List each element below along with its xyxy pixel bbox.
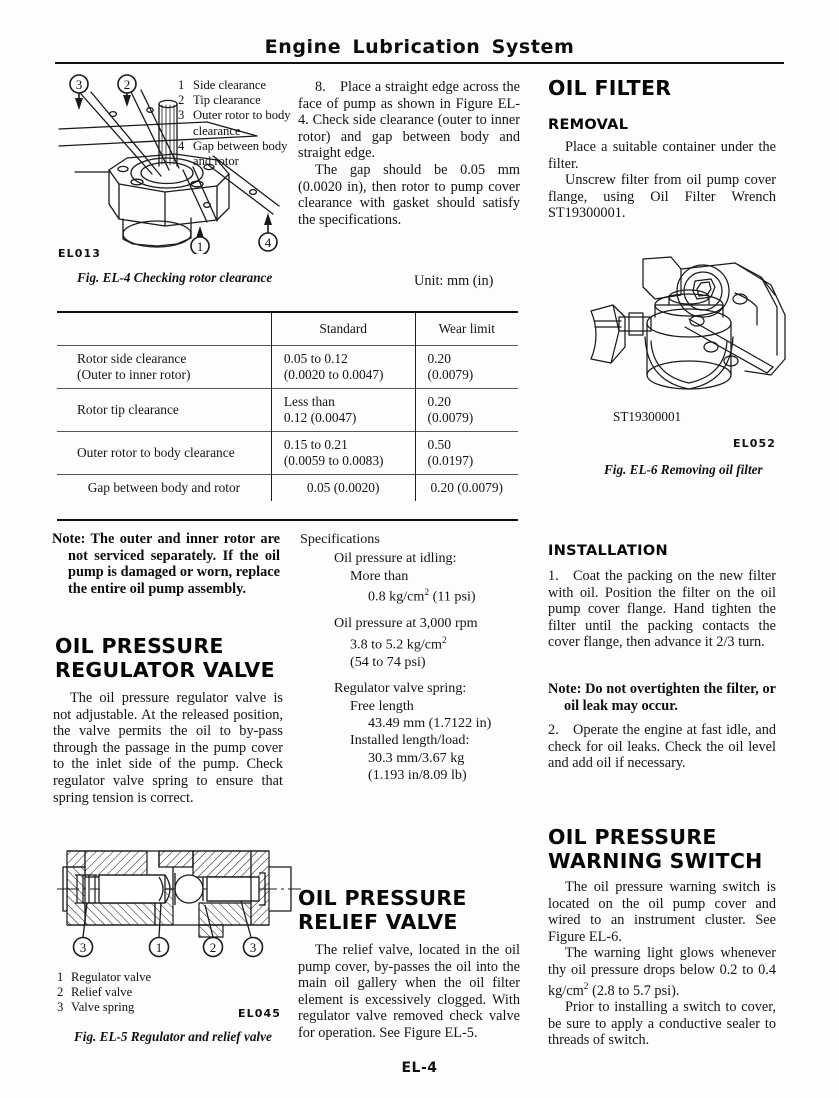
- note-do-not-overtighten: [548, 681, 776, 714]
- legend-item: [57, 1000, 257, 1015]
- row-label: [57, 346, 271, 389]
- row-wear-line1: 0.20: [427, 394, 451, 409]
- svg-text:3: 3: [249, 940, 257, 955]
- legend-number: 1: [178, 78, 185, 92]
- removal-paragraph-2: Unscrew filter from oil pump cover flange, using Oil Filter Wrench ST19300001.: [548, 172, 776, 222]
- legend-item: [57, 970, 257, 985]
- legend-number: 2: [178, 93, 185, 108]
- row-label-line1: Rotor side clearance: [77, 351, 187, 366]
- spec-item: Regulator valve spring:: [334, 680, 467, 697]
- row-wear: 0.20 (0.0079): [415, 475, 518, 502]
- installation-step-2: 2. Operate the engine at fast idle, and check for oil leaks. Check the oil level and add oil if necessary.: [548, 722, 776, 772]
- svg-text:1: 1: [196, 239, 204, 254]
- specifications-title: Specifications: [300, 531, 380, 547]
- spec-item: More than: [350, 567, 409, 584]
- regulator-paragraph: The oil pressure regulator valve is not adjustable. At the released position, the valve permits the oil to by-pass through the passage in the pump cover to the inlet side of the pump. Check regulator valve spring to ensure that spring tension is correct.: [53, 690, 283, 806]
- figure-el4-code: EL013: [58, 247, 101, 260]
- figure-el5-regulator-relief-valve: [55, 833, 303, 961]
- warning-switch-text: [548, 879, 776, 1049]
- figure-el5-caption: Fig. EL-5 Regulator and relief valve: [74, 1029, 272, 1044]
- figure-el4-legend: [178, 78, 298, 169]
- page-header: [55, 36, 784, 64]
- table-row: [57, 389, 518, 432]
- table-header-standard: Standard: [271, 313, 415, 346]
- row-standard-line2: 0.12 (0.0047): [283, 410, 357, 425]
- legend-number: 4: [178, 138, 185, 153]
- spec-item: 0.8 $kg/cm^2$ (11 psi): [368, 588, 476, 605]
- regulator-valve-text: [53, 690, 283, 806]
- table-row: [57, 475, 518, 502]
- note-text: Note: The outer and inner rotor are not serviced separately. If the oil pump is damaged or worn, replace the entire oil pump assembly.: [52, 531, 280, 597]
- legend-item: [178, 108, 298, 138]
- row-label-line1: Outer rotor to body clearance: [77, 445, 235, 460]
- row-standard-line1: 0.15 to 0.21: [283, 437, 348, 452]
- heading-line1: OIL PRESSURE: [548, 825, 717, 849]
- spec-item: 30.3 mm/3.67 kg: [368, 749, 465, 766]
- figure-el5-legend: [57, 970, 257, 1014]
- legend-number: 1: [57, 970, 64, 984]
- note-rotor-not-serviced: [52, 531, 280, 597]
- row-label: [57, 389, 271, 432]
- row-label-line1: Rotor tip clearance: [77, 402, 179, 417]
- table-header-blank: [57, 313, 271, 346]
- heading-line2: WARNING SWITCH: [548, 849, 763, 873]
- legend-label: Regulator valve: [71, 970, 152, 984]
- legend-item: [178, 93, 298, 108]
- legend-number: 2: [57, 984, 64, 999]
- legend-label: Gap between body and rotor: [193, 138, 288, 169]
- figure-el6-tool-label: ST19300001: [613, 409, 682, 424]
- figure-el6-caption: Fig. EL-6 Removing oil filter: [604, 462, 763, 477]
- spec-item: Free length: [350, 697, 414, 714]
- spec-item: 3.8 to 5.2 $kg/cm^2$: [350, 635, 447, 653]
- warning-switch-paragraph-1: The oil pressure warning switch is located on the oil pump cover and wired to an instrument cluster. See Figure EL-6.: [548, 879, 776, 945]
- removal-text: [548, 139, 776, 222]
- row-label: [57, 432, 271, 475]
- row-label: Gap between body and rotor: [87, 480, 241, 495]
- row-wear-line1: 0.20: [427, 351, 451, 366]
- spec-item: (1.193 in/8.09 lb): [368, 767, 467, 784]
- heading-installation: INSTALLATION: [548, 543, 668, 559]
- header-rule: [55, 62, 784, 64]
- row-label-line2: (Outer to inner rotor): [77, 367, 191, 382]
- step8-paragraph: 8. Place a straight edge across the face of pump as shown in Figure EL-4. Check side clearance (outer to inner rotor) and gap between body and straight edge.: [298, 79, 520, 162]
- row-standard-line1: 0.05 to 0.12: [283, 351, 348, 366]
- page-title: Engine Lubrication System: [264, 36, 575, 58]
- table-row: [57, 346, 518, 389]
- row-standard-line1: Less than: [283, 394, 335, 409]
- row-standard: [271, 346, 415, 389]
- installation-step-1: 1. Coat the packing on the new filter with oil. Position the filter on the oil pump cover flange. Hand tighten the filter until the packing contacts the cover flange, then advance it 2/3 turn.: [548, 568, 776, 651]
- installation-text-1: [548, 568, 776, 651]
- row-standard-line2: (0.0020 to 0.0047): [283, 367, 384, 382]
- note-text: Note: Do not overtighten the filter, or oil leak may occur.: [548, 681, 776, 714]
- legend-label: Relief valve: [71, 984, 133, 999]
- figure-el5-code: EL045: [238, 1007, 281, 1020]
- heading-line1: OIL PRESSURE: [298, 886, 467, 910]
- heading-oil-filter: OIL FILTER: [548, 76, 672, 100]
- heading-line2: RELIEF VALVE: [298, 910, 458, 934]
- figure-el4-caption: Fig. EL-4 Checking rotor clearance: [77, 270, 273, 285]
- removal-paragraph-1: Place a suitable container under the filter.: [548, 139, 776, 172]
- row-standard-line2: (0.0059 to 0.0083): [283, 453, 384, 468]
- clearance-spec-table: [57, 313, 518, 501]
- table-bottom-rule: [57, 519, 518, 521]
- legend-number: 3: [57, 999, 64, 1014]
- row-wear: [415, 389, 518, 432]
- specifications-block: [300, 531, 525, 785]
- figure-el6-code: EL052: [733, 437, 776, 450]
- heading-removal: REMOVAL: [548, 117, 629, 133]
- relief-paragraph: The relief valve, located in the oil pump cover, by-passes the oil into the main oil gallery when the oil filter element is excessively clogged. With regulator valve removed check valve for operation. See Figure EL-5.: [298, 942, 520, 1041]
- unit-label: Unit: mm (in): [414, 273, 494, 289]
- svg-text:4: 4: [264, 235, 272, 250]
- figure-el6-removing-oil-filter: [585, 255, 795, 415]
- table-header-row: [57, 313, 518, 346]
- page-number: EL-4: [401, 1060, 438, 1076]
- table-header-wear-limit: Wear limit: [415, 313, 518, 346]
- row-wear: [415, 346, 518, 389]
- legend-number: 3: [178, 108, 185, 123]
- spec-item: 43.49 mm (1.7122 in): [368, 715, 492, 732]
- spec-gap: [300, 606, 525, 615]
- spec-item: Installed length/load:: [350, 732, 470, 749]
- row-wear-line2: (0.0079): [427, 367, 474, 382]
- step8-text-block: [298, 79, 520, 228]
- warning-switch-paragraph-2: The warning light glows whenever thy oil pressure drops below 0.2 to 0.4 $kg/cm^2$ (2.8 to 5.7 psi).: [548, 945, 776, 999]
- svg-text:2: 2: [123, 77, 131, 92]
- spec-item: Oil pressure at 3,000 rpm: [334, 615, 478, 632]
- legend-label: Side clearance: [193, 78, 267, 92]
- row-wear-line2: (0.0079): [427, 410, 474, 425]
- legend-label: Outer rotor to body clearance: [193, 108, 291, 138]
- heading-oil-pressure-warning-switch: [548, 825, 778, 873]
- row-standard: [271, 389, 415, 432]
- heading-oil-pressure-relief-valve: [298, 886, 523, 934]
- page-footer: [0, 1060, 839, 1076]
- row-wear-line1: 0.50: [427, 437, 451, 452]
- legend-item: [57, 985, 257, 1000]
- svg-text:3: 3: [79, 940, 87, 955]
- legend-label: Tip clearance: [193, 93, 261, 108]
- svg-text:3: 3: [75, 77, 83, 92]
- svg-text:1: 1: [155, 940, 163, 955]
- row-wear: [415, 432, 518, 475]
- table-row: [57, 432, 518, 475]
- heading-line2: REGULATOR VALVE: [55, 658, 275, 682]
- row-standard: 0.05 (0.0020): [271, 475, 415, 502]
- heading-line1: OIL PRESSURE: [55, 634, 224, 658]
- spec-gap: [300, 671, 525, 680]
- legend-item: [178, 78, 298, 93]
- heading-oil-pressure-regulator-valve: [55, 634, 290, 682]
- gap-paragraph: The gap should be 0.05 mm (0.0020 in), then rotor to pump cover clearance with gasket should satisfy the specifications.: [298, 161, 520, 228]
- spec-item: Oil pressure at idling:: [334, 550, 457, 567]
- installation-text-2: [548, 722, 776, 772]
- warning-switch-paragraph-3: Prior to installing a switch to cover, be sure to apply a conductive sealer to threads of switch.: [548, 998, 776, 1049]
- spec-item: (54 to 74 psi): [350, 653, 426, 670]
- legend-label: Valve spring: [71, 999, 135, 1014]
- legend-item: [178, 139, 298, 169]
- svg-text:2: 2: [209, 940, 217, 955]
- relief-valve-text: [298, 942, 520, 1042]
- row-wear-line2: (0.0197): [427, 453, 474, 468]
- row-standard: [271, 432, 415, 475]
